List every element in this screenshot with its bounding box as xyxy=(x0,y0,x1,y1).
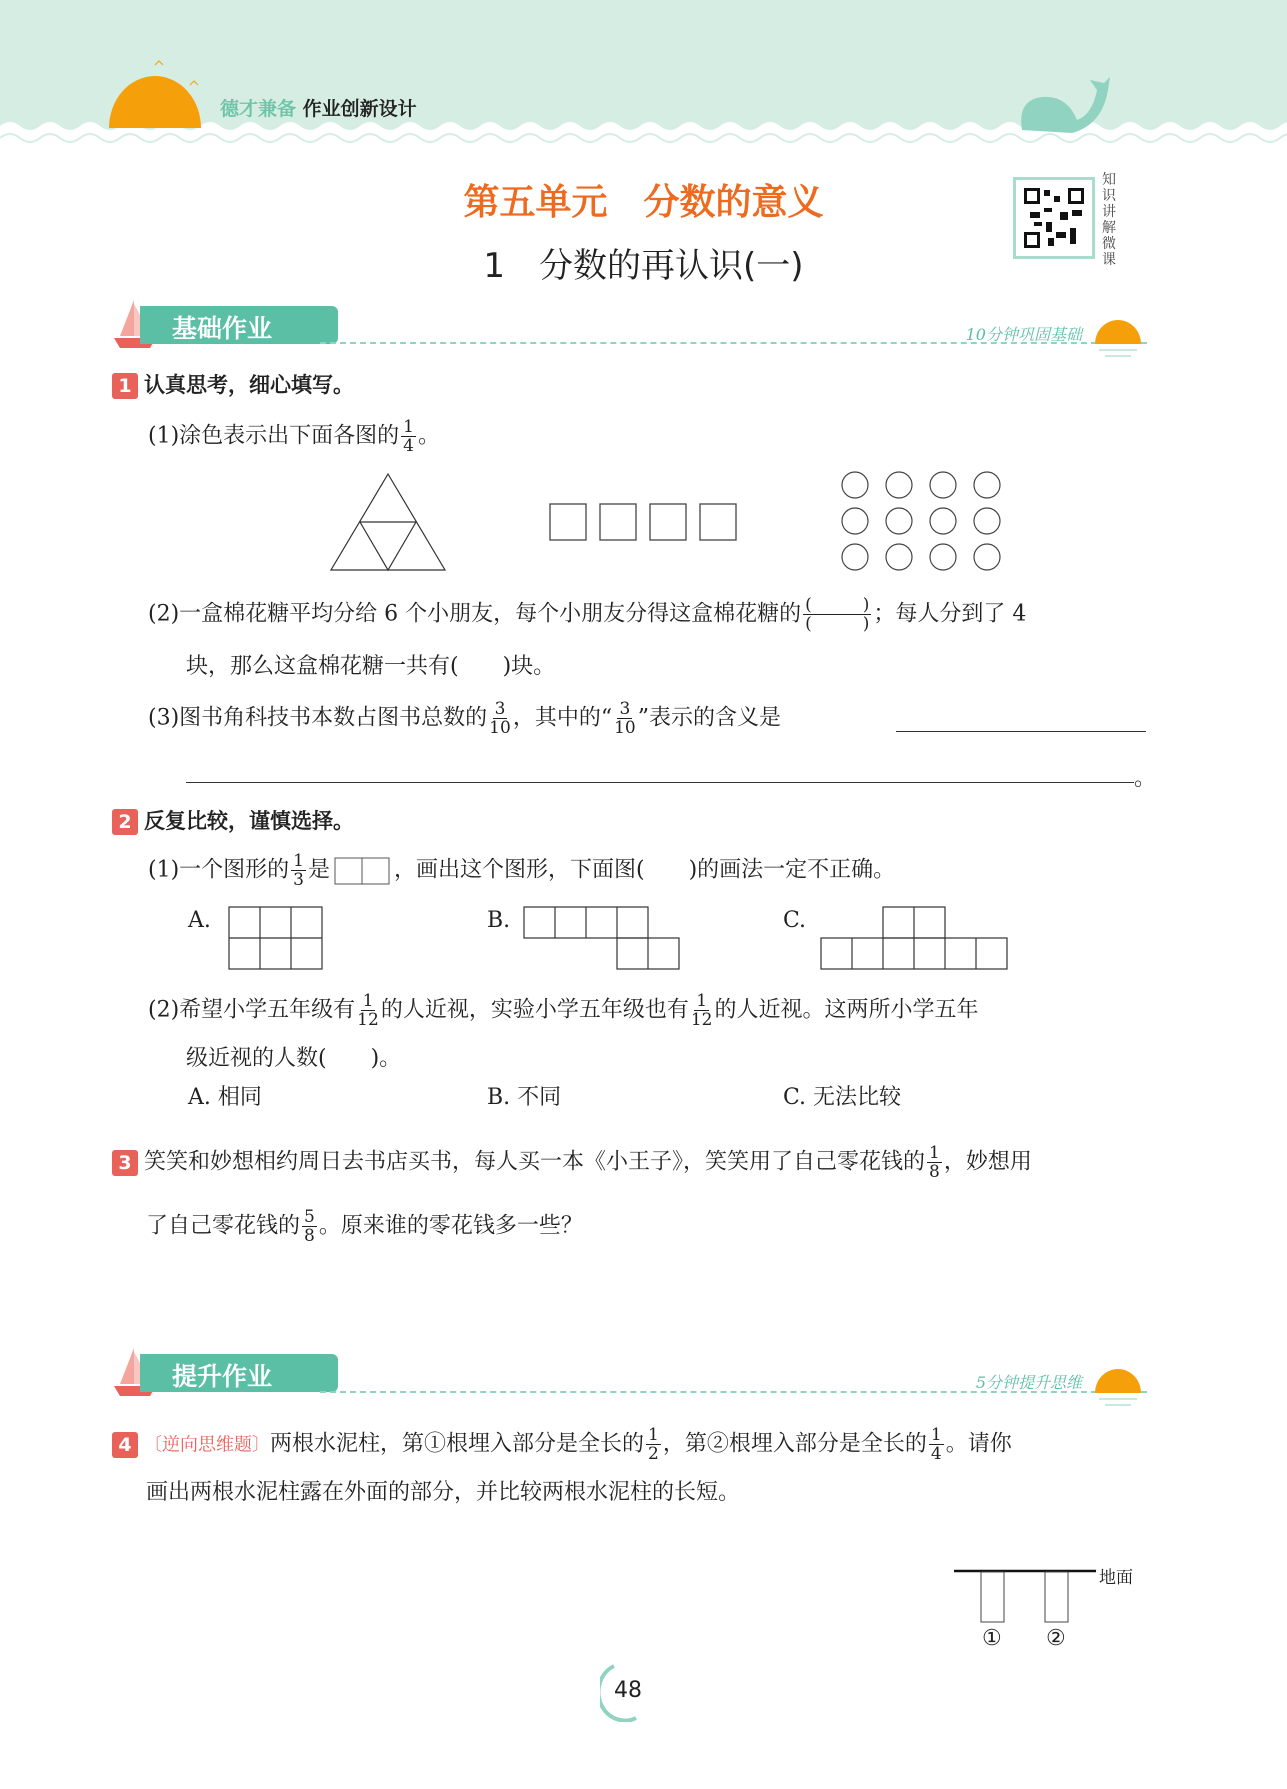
numerator: 3 xyxy=(494,699,506,719)
numerator: 5 xyxy=(304,1207,315,1227)
fraction xyxy=(691,992,713,1029)
numerator-blank[interactable]: ( ) xyxy=(805,595,870,615)
question-heading-text: 反复比较，谨慎选择。 xyxy=(144,809,354,833)
question-4 xyxy=(112,1426,1012,1463)
denominator: 2 xyxy=(648,1444,659,1464)
fraction xyxy=(646,1426,661,1463)
numerator: 1 xyxy=(648,1425,659,1445)
option-c-figure[interactable] xyxy=(820,906,1010,970)
period: 。 xyxy=(1134,766,1157,791)
text: 的人近视，实验小学五年级也有 xyxy=(380,997,689,1023)
lesson-title: 1 分数的再认识(一) xyxy=(483,246,804,286)
question-type-tag: 〔逆向思维题〕 xyxy=(144,1434,270,1456)
numerator: 3 xyxy=(619,699,631,719)
text: 的人近视。这两所小学五年 xyxy=(714,997,979,1023)
answer-line[interactable] xyxy=(186,782,1134,783)
pillars-figure[interactable] xyxy=(952,1566,1098,1626)
triangle-figure[interactable] xyxy=(330,472,448,572)
text: 。请你 xyxy=(945,1431,1012,1457)
q2-part1 xyxy=(148,852,895,889)
option-a[interactable]: A. 相同 xyxy=(188,1085,262,1110)
two-square-figure xyxy=(334,857,390,885)
denominator: 12 xyxy=(690,1010,713,1030)
fraction xyxy=(357,992,379,1029)
text: (2)一盒棉花糖平均分给 6 个小朋友，每个小朋友分得这盒棉花糖的 xyxy=(148,601,802,627)
q1-part2 xyxy=(148,596,1026,633)
fraction xyxy=(929,1426,944,1463)
section-banner-advanced: 提升作业 xyxy=(140,1354,338,1392)
sun-icon xyxy=(1093,312,1143,358)
whale-icon xyxy=(1012,75,1112,135)
option-c[interactable]: C. 无法比较 xyxy=(783,1085,902,1110)
squares-figure[interactable] xyxy=(548,502,740,542)
denominator: 12 xyxy=(357,1010,379,1030)
brand-green: 德才兼备 xyxy=(220,98,297,120)
text: ，画出这个图形，下面图( )的画法一定不正确。 xyxy=(394,857,896,883)
qr-code[interactable] xyxy=(1013,177,1095,259)
option-b-label[interactable]: B. xyxy=(487,908,511,933)
pillar-2-label: ② xyxy=(1046,1626,1066,1651)
text: (1)一个图形的 xyxy=(148,857,290,883)
fraction xyxy=(291,852,306,889)
text: ，其中的“ xyxy=(512,705,613,731)
denominator-blank[interactable]: ( ) xyxy=(805,614,870,634)
fraction xyxy=(927,1144,942,1181)
qr-label: 知识讲解微课 xyxy=(1102,172,1116,268)
ground-label: 地面 xyxy=(1099,1568,1133,1588)
text: ”表示的含义是 xyxy=(637,705,781,731)
numerator: 1 xyxy=(293,851,304,871)
numerator: 1 xyxy=(930,1425,942,1445)
sun-icon xyxy=(1093,1361,1143,1407)
fraction xyxy=(489,700,511,737)
circles-figure[interactable] xyxy=(838,468,1008,574)
question-2-heading xyxy=(112,805,354,835)
text: 了自己零花钱的 xyxy=(146,1213,301,1239)
denominator: 4 xyxy=(930,1444,942,1464)
denominator: 8 xyxy=(304,1226,315,1246)
question-4-line2: 画出两根水泥柱露在外面的部分，并比较两根水泥柱的长短。 xyxy=(146,1480,741,1505)
question-number: 1 xyxy=(112,373,138,399)
denominator: 4 xyxy=(403,436,414,456)
numerator: 1 xyxy=(403,417,414,437)
numerator: 1 xyxy=(362,991,374,1011)
text: 两根水泥柱，第①根埋入部分是全长的 xyxy=(270,1431,645,1457)
text: (2)希望小学五年级有 xyxy=(148,997,356,1023)
fraction xyxy=(302,1208,317,1245)
option-b-figure[interactable] xyxy=(523,906,683,970)
qr-icon xyxy=(1024,188,1084,248)
q1-part1 xyxy=(148,418,440,455)
denominator: 10 xyxy=(489,718,511,738)
fraction xyxy=(401,418,416,455)
text: 是 xyxy=(308,857,331,883)
numerator: 1 xyxy=(929,1143,940,1163)
numerator: 1 xyxy=(696,991,708,1011)
fraction xyxy=(614,700,636,737)
text: (3)图书角科技书本数占图书总数的 xyxy=(148,705,488,731)
answer-line[interactable] xyxy=(896,731,1146,732)
brand-dark: 作业创新设计 xyxy=(302,98,417,120)
option-a-figure[interactable] xyxy=(228,906,324,970)
section-time-tag: 10分钟巩固基础 xyxy=(965,325,1082,344)
text: ，妙想用 xyxy=(943,1149,1032,1175)
denominator: 3 xyxy=(293,870,304,890)
text: ；每人分到了 4 xyxy=(873,601,1027,627)
brand xyxy=(220,94,417,121)
question-1-heading xyxy=(112,369,354,399)
text: (1)涂色表示出下面各图的 xyxy=(148,423,400,449)
denominator: 10 xyxy=(614,718,636,738)
question-number: 2 xyxy=(112,809,138,835)
question-heading-text: 认真思考，细心填写。 xyxy=(144,373,354,397)
question-3-line2 xyxy=(146,1208,583,1245)
section-time-tag: 5分钟提升思维 xyxy=(975,1373,1082,1392)
q1-part2-line2: 块，那么这盒棉花糖一共有( )块。 xyxy=(186,654,556,679)
text: 笑笑和妙想相约周日去书店买书，每人买一本《小王子》，笑笑用了自己零花钱的 xyxy=(144,1149,926,1175)
text: 。 xyxy=(418,423,441,449)
option-c-label[interactable]: C. xyxy=(783,908,807,933)
page-number: 48 xyxy=(614,1678,642,1703)
q2-part2 xyxy=(148,992,978,1029)
pillar-1-label: ① xyxy=(982,1626,1002,1651)
option-b[interactable]: B. 不同 xyxy=(487,1085,562,1110)
q2-part2-line2: 级近视的人数( )。 xyxy=(186,1046,402,1071)
q1-part3 xyxy=(148,700,781,737)
fraction-answer-blank[interactable] xyxy=(803,596,871,633)
question-3 xyxy=(112,1144,1032,1181)
question-number: 3 xyxy=(112,1150,138,1176)
text: ，第②根埋入部分是全长的 xyxy=(662,1431,927,1457)
text: 。原来谁的零花钱多一些？ xyxy=(318,1213,583,1239)
denominator: 8 xyxy=(929,1162,940,1182)
sun-icon xyxy=(105,60,205,130)
section-banner-basic: 基础作业 xyxy=(140,306,338,344)
unit-title: 第五单元 分数的意义 xyxy=(463,182,824,223)
option-a-label[interactable]: A. xyxy=(188,908,211,933)
question-number: 4 xyxy=(112,1432,138,1458)
